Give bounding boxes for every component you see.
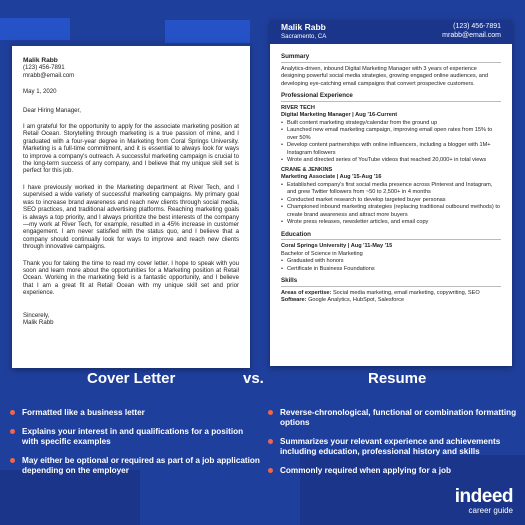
job-bullet: • Wrote press releases, newsletter articles, and email copy — [281, 219, 501, 227]
point-text: Summarizes your relevant experience and achievements including education, professional history and skills — [280, 437, 501, 456]
resume-name: Malik Rabb — [281, 22, 326, 32]
software-value: Google Analytics, HubSpot, Salesforce — [308, 297, 405, 303]
job-bullet: • Develop content partnerships with online influencers, including a blogger with 1M+ Instagram followers — [281, 142, 501, 157]
skills-expertise — [281, 290, 501, 298]
cover-letter-point — [10, 456, 260, 476]
job-title: Digital Marketing Manager | Aug '16-Current — [281, 112, 398, 118]
cover-letter-point — [10, 427, 260, 447]
resume-caption: Resume — [368, 370, 427, 387]
resume-header — [270, 20, 512, 44]
company-name: RIVER TECH — [281, 104, 315, 111]
signature: Malik Rabb — [23, 318, 54, 326]
closing: Sincerely, — [23, 311, 50, 319]
letter-paragraph: I have previously worked in the Marketing department at River Tech, and I supervised a wide variety of successful marketing campaigns. My primary goal was to increase brand awareness and reach new clients through social media, SEO practices, and traditional advertising platforms. Reaching marketing goals is always a top priority, and I always prioritize the best interests of the company—my work at River Tech, for example, resulted in a 45% increase in customer engagement. I am never satisfied with the status quo, and I believe that a company should continually look for ways to improve and reach new clients through innovative campaigns. — [23, 183, 239, 251]
job-title: Marketing Associate | Aug '15-Aug '16 — [281, 174, 382, 180]
experience-title: Professional Experience — [281, 92, 501, 102]
job-bullet: • Wrote and directed series of YouTube videos that reached 20,000+ in total views — [281, 157, 501, 165]
education-bullets — [281, 258, 501, 273]
skills-software — [281, 297, 501, 305]
resume-contact — [442, 22, 501, 40]
letter-date: May 1, 2020 — [23, 88, 57, 96]
bullet-dot-icon — [268, 468, 273, 473]
resume-point — [268, 466, 518, 476]
skills-title: Skills — [281, 277, 501, 287]
bullet-dot-icon — [10, 458, 15, 463]
point-text: Reverse-chronological, functional or combination formatting options — [280, 408, 517, 427]
sender-name: Malik Rabb — [23, 57, 58, 64]
resume-sample — [270, 20, 512, 366]
logo-subtitle: career guide — [468, 506, 513, 515]
resume-location: Sacramento, CA — [281, 33, 327, 40]
background-accent — [0, 18, 70, 40]
expertise-value: Social media marketing, email marketing, copywriting, SEO — [332, 289, 480, 296]
cover-letter-points — [10, 408, 260, 485]
job-bullets — [281, 182, 501, 227]
cover-letter-point — [10, 408, 260, 418]
resume-email: mrabb@email.com — [442, 32, 501, 39]
job-bullet: • Built content marketing strategy/calendar from the ground up — [281, 120, 501, 128]
bullet-dot-icon — [268, 410, 273, 415]
company-name: CRANE & JENKINS — [281, 166, 333, 173]
resume-phone: (123) 456-7891 — [453, 23, 501, 30]
background-accent — [165, 20, 250, 44]
expertise-label: Areas of expertise: — [281, 289, 332, 296]
school-name: Coral Springs University | Aug '11-May '15 — [281, 243, 393, 249]
vs-caption: vs. — [243, 370, 264, 387]
letter-paragraph: I am grateful for the opportunity to apply for the associate marketing position at Retail Ocean. Storytelling through marketing is a true passion of mine, and I graduated with a four-year degree in Marketing from Coral Springs University. Marketing is a full-time commitment, and it is essential to always look for ways to improve a company's outreach. A successful marketing campaign is crucial to the long-term success of any company, and I believe that my unique skill set is perfect for this job. — [23, 123, 239, 175]
logo-wordmark: indeed — [454, 486, 513, 507]
education-bullet: • Graduated with honors — [281, 258, 501, 266]
sender-email: mrabb@email.com — [23, 71, 75, 79]
point-text: Commonly required when applying for a job — [280, 466, 452, 475]
bullet-dot-icon — [10, 429, 15, 434]
point-text: May either be optional or required as part of a job application depending on the employer — [22, 456, 260, 475]
cover-letter-caption: Cover Letter — [87, 370, 176, 387]
point-text: Formatted like a business letter — [22, 408, 145, 417]
job-bullet: • Launched new email marketing campaign, improving email open rates from 15% to over 50% — [281, 127, 501, 142]
education-title: Education — [281, 231, 501, 241]
degree: Bachelor of Science in Marketing — [281, 250, 363, 257]
letter-paragraph: Thank you for taking the time to read my cover letter. I hope to speak with you soon and learn more about the opportunities for a Marketing position at Retail Ocean. Working in the marketing field is a fantastic opportunity, and I believe that I am a great fit at Retail Ocean with my unique skill set and prior experience. — [23, 259, 239, 297]
bullet-dot-icon — [10, 410, 15, 415]
education-bullet: • Certificate in Business Foundations — [281, 266, 501, 274]
job-bullet: • Championed inbound marketing strategies (replacing traditional outbound methods) to create brand awareness and attract more buyers — [281, 204, 501, 219]
resume-point — [268, 437, 518, 457]
cover-letter-sample — [12, 43, 250, 368]
indeed-logo — [455, 486, 513, 515]
summary-title: Summary — [281, 53, 501, 63]
sender-phone: (123) 456-7891 — [23, 64, 65, 72]
summary-text: Analytics-driven, inbound Digital Marketing Manager with 3 years of experience designing powerful social media strategies, growing engaged online audiences, and developing eye-catching email campaigns that convert prospective customers. — [281, 65, 489, 87]
bullet-dot-icon — [268, 439, 273, 444]
job-bullet: • Conducted market research to develop targeted buyer personas — [281, 197, 501, 205]
salutation: Dear Hiring Manager, — [23, 106, 81, 114]
job-bullets — [281, 120, 501, 165]
point-text: Explains your interest in and qualifications for a position with specific examples — [22, 427, 244, 446]
resume-point — [268, 408, 518, 428]
job-bullet: • Established company's first social media presence across Pinterest and Instagram, and grew Twitter followers from ~50 to 2,500+ in 4 months — [281, 182, 501, 197]
software-label: Software: — [281, 297, 307, 303]
resume-points — [268, 408, 518, 485]
